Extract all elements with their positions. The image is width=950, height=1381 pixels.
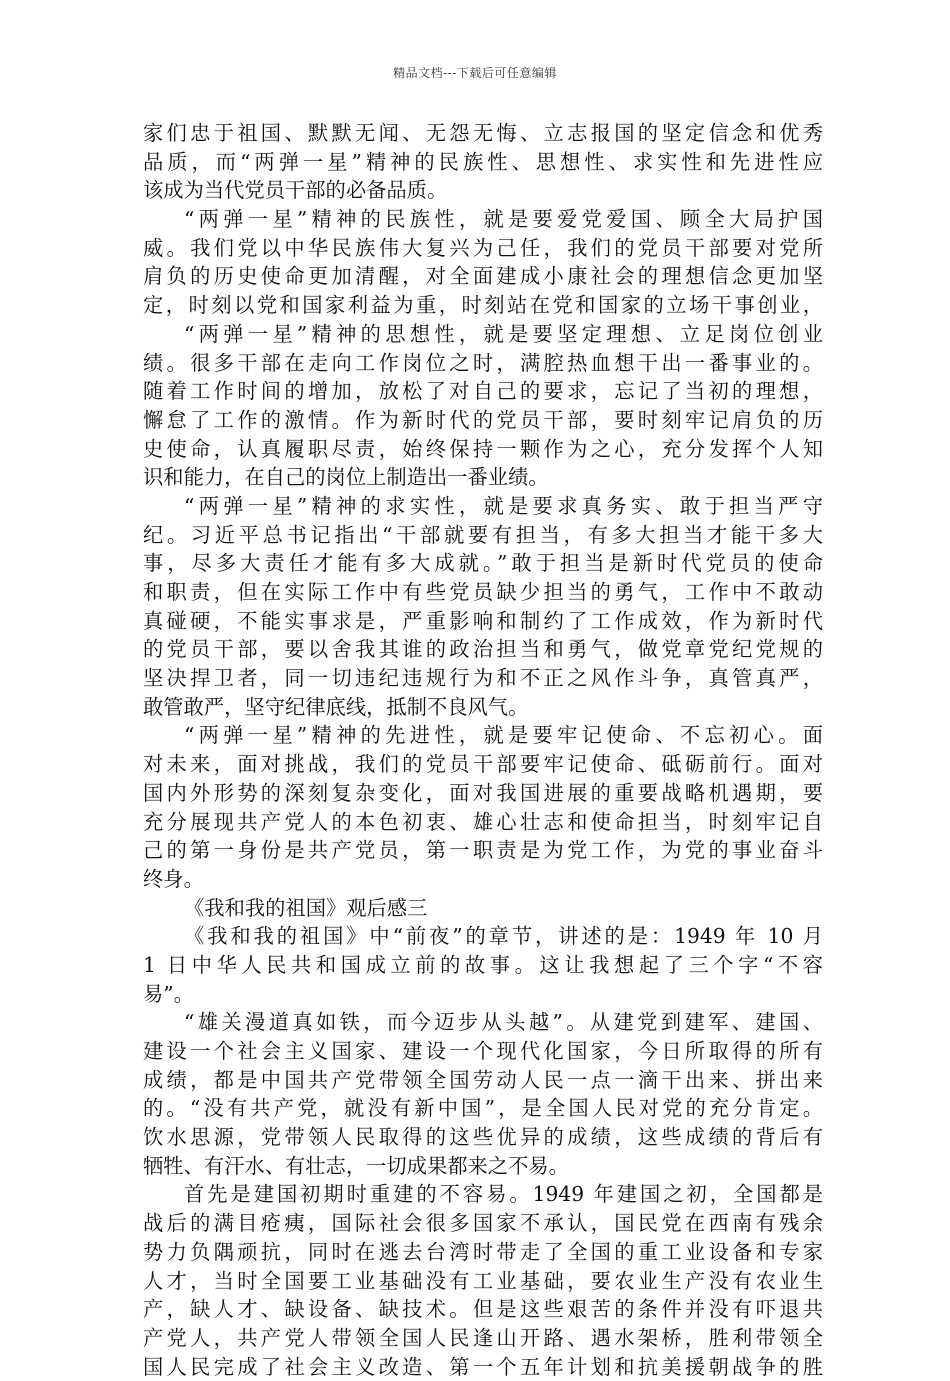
- text-line: 首先是建国初期时重建的不容易。1949 年建国之初，全国都是: [184, 1182, 823, 1207]
- text-line: “两弹一星”精神的先进性，就是要牢记使命、不忘初心。面: [184, 723, 823, 748]
- text-line: “两弹一星”精神的思想性，就是要坚定理想、立足岗位创业: [184, 321, 823, 346]
- text-line: 威。我们党以中华民族伟大复兴为己任，我们的党员干部要对党所: [143, 235, 823, 260]
- text-line: 建设一个社会主义国家、建设一个现代化国家，今日所取得的所有: [143, 1039, 823, 1063]
- page-header: 精品文档---下载后可任意编辑: [393, 66, 557, 80]
- text-line: 成绩，都是中国共产党带领全国劳动人民一点一滴干出来、拼出来: [143, 1067, 823, 1092]
- text-line: 定，时刻以党和国家利益为重，时刻站在党和国家的立场干事创业，: [143, 293, 823, 318]
- text-line: 品质，而“两弹一星”精神的民族性、思想性、求实性和先进性应: [143, 149, 823, 174]
- text-line: 战后的满目疮痍，国际社会很多国家不承认，国民党在西南有残余: [143, 1211, 823, 1236]
- text-line: 事，尽多大责任才能有多大成就。”敢于担当是新时代党员的使命: [143, 551, 823, 576]
- text-line: 终身。: [143, 866, 204, 891]
- text-line: 产党人，共产党人带领全国人民逢山开路、遇水架桥，胜利带领全: [143, 1325, 823, 1350]
- document-body: [143, 119, 823, 1381]
- text-line: 的。“没有共产党，就没有新中国”，是全国人民对党的充分肯定。: [143, 1096, 823, 1121]
- text-line: “两弹一星”精神的求实性，就是要求真务实、敢于担当严守: [184, 493, 823, 518]
- text-line: 人才，当时全国要工业基础没有工业基础，要农业生产没有农业生: [143, 1268, 823, 1293]
- text-line: 对未来，面对挑战，我们的党员干部要牢记使命、砥砺前行。面对: [143, 752, 823, 777]
- text-line: 己的第一身份是共产党员，第一职责是为党工作，为党的事业奋斗: [143, 838, 823, 863]
- text-line: 国内外形势的深刻复杂变化，面对我国进展的重要战略机遇期，要: [143, 780, 823, 805]
- text-line: 纪。习近平总书记指出“干部就要有担当，有多大担当才能干多大: [143, 522, 823, 547]
- text-line: “雄关漫道真如铁，而今迈步从头越”。从建党到建军、建国、: [184, 1010, 823, 1035]
- text-line: 识和能力，在自己的岗位上制造出一番业绩。: [143, 465, 549, 490]
- text-line: 饮水思源，党带领人民取得的这些优异的成绩，这些成绩的背后有: [143, 1125, 823, 1150]
- text-line: 肩负的历史使命更加清醒，对全面建成小康社会的理想信念更加坚: [143, 264, 823, 289]
- text-line: 和职责，但在实际工作中有些党员缺少担当的勇气，工作中不敢动: [143, 580, 823, 604]
- text-line: 随着工作时间的增加，放松了对自己的要求，忘记了当初的理想，: [143, 379, 823, 404]
- text-line: 《我和我的祖国》观后感三: [184, 895, 428, 920]
- text-line: 势力负隅顽抗，同时在逃去台湾时带走了全国的重工业设备和专家: [143, 1239, 823, 1264]
- text-line: 该成为当代党员干部的必备品质。: [143, 178, 448, 203]
- text-line: 产，缺人才、缺设备、缺技术。但是这些艰苦的条件并没有吓退共: [143, 1297, 823, 1322]
- text-line: 充分展现共产党人的本色初衷、雄心壮志和使命担当，时刻牢记自: [143, 809, 823, 834]
- text-line: 的党员干部，要以舍我其谁的政治担当和勇气，做党章党纪党规的: [143, 637, 823, 662]
- text-line: 懈怠了工作的激情。作为新时代的党员干部，要时刻牢记肩负的历: [143, 407, 823, 432]
- text-line: 史使命，认真履职尽责，始终保持一颗作为之心，充分发挥个人知: [143, 436, 823, 461]
- text-line: 坚决捍卫者，同一切违纪违规行为和不正之风作斗争，真管真严，: [143, 666, 823, 691]
- text-line: 真碰硬，不能实事求是，严重影响和制约了工作成效，作为新时代: [143, 608, 823, 633]
- text-line: 牺牲、有汗水、有壮志，一切成果都来之不易。: [143, 1153, 569, 1178]
- text-line: 绩。很多干部在走向工作岗位之时，满腔热血想干出一番事业的。: [143, 350, 823, 375]
- text-line: 国人民完成了社会主义改造、第一个五年计划和抗美援朝战争的胜: [143, 1354, 823, 1379]
- text-line: 1 日中华人民共和国成立前的故事。这让我想起了三个字“不容: [143, 952, 823, 977]
- text-line: “两弹一星”精神的民族性，就是要爱党爱国、顾全大局护国: [184, 207, 823, 232]
- text-line: 家们忠于祖国、默默无闻、无怨无悔、立志报国的坚定信念和优秀: [143, 121, 823, 145]
- text-line: 《我和我的祖国》中“前夜”的章节，讲述的是：1949 年 10 月: [184, 924, 823, 949]
- text-line: 易”。: [143, 981, 194, 1006]
- text-line: 敢管敢严，坚守纪律底线，抵制不良风气。: [143, 694, 529, 719]
